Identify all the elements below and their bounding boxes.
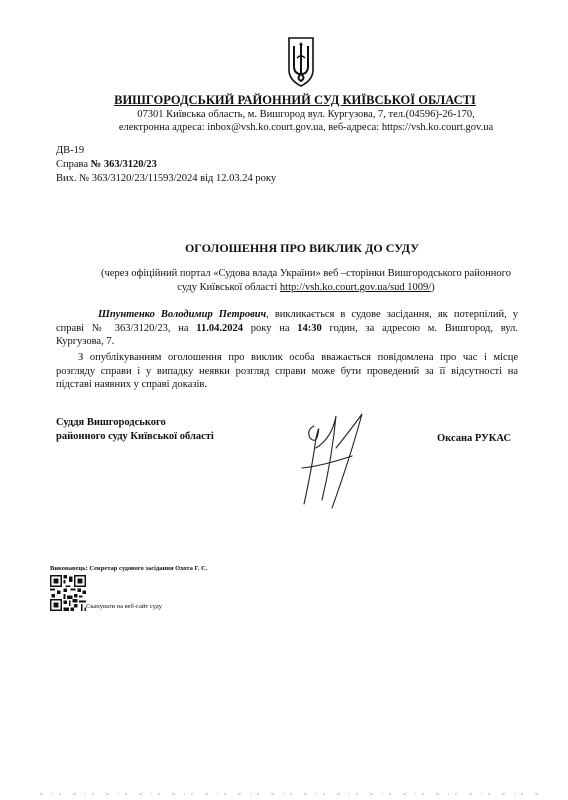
publication-channel-line1: (через офіційний портал «Судова влада України» веб –сторінки Вишгородського районного [101,268,511,279]
publication-channel-prefix: суду Київської області [177,282,280,293]
summons-line [56,308,518,322]
court-name-heading: ВИШГОРОДСЬКИЙ РАЙОННИЙ СУД КИЇВСЬКОЇ ОБЛАСТІ [114,93,476,107]
summons-paragraph [56,308,518,349]
notice-title: ОГОЛОШЕННЯ ПРО ВИКЛИК ДО СУДУ [184,241,420,255]
court-address: 07301 Київська область, м. Вишгород вул. Кургузова, 7, тел.(04596)-26-170, [137,109,475,120]
judge-title [56,416,214,444]
effect-line: підставі наявних у справі доказів. [56,379,208,390]
publication-effect-paragraph [56,351,518,392]
summons-text: , викликається в судове засідання, як потерпілий, у [266,309,518,320]
case-reference [56,159,157,170]
effect-line: З опублікуванням оголошення про виклик особа вважається повідомлена про час і місце [78,352,518,363]
judge-title-line1: Суддя Вишгородського [56,417,166,428]
case-number: № 363/3120/23 [90,159,157,170]
court-portal-link[interactable]: http://vsh.ko.court.gov.ua/sud 1009/ [279,282,432,293]
summons-line: Кургузова, 7. [56,336,115,347]
publication-channel-line2 [0,282,568,293]
judge-name: Оксана РУКАС [437,433,512,444]
hearing-date: 11.04.2024 [196,322,243,334]
effect-line: розгляду справи і у випадку неявки розгляд справи може бути проведений за її відсутності на [56,365,518,377]
outgoing-number: Вих. № 363/3120/23/11593/2024 від 12.03.24 року [56,173,277,184]
court-contacts: електронна адреса: inbox@vsh.ko.court.gov.ua, веб-адреса: https://vsh.ko.court.gov.ua [118,122,494,133]
judge-title-line2: районного суду Київської області [56,431,214,442]
case-label: Справа [56,159,91,170]
summons-text: справі № 363/3120/23, на [56,322,197,334]
executor-note: Виконавець: Секретар судового засідання Охота Г. С. [50,565,208,572]
summons-text: годин, за адресою м. Вишгород, вул. [321,322,519,334]
publication-channel-suffix: ) [431,282,435,293]
document-code: ДВ-19 [56,145,85,156]
summons-line [56,322,518,336]
summons-text: року на [242,322,298,334]
handwritten-signature [292,408,368,518]
qr-caption: Сканувати на веб-сайт суду [86,603,163,610]
footer-scan-artifact [40,793,540,795]
coat-of-arms-trident-icon [286,36,316,88]
summoned-person-name: Шпунтенко Володимир Петрович [98,309,267,320]
qr-code-icon[interactable] [50,575,86,611]
hearing-time: 14:30 [297,322,322,334]
